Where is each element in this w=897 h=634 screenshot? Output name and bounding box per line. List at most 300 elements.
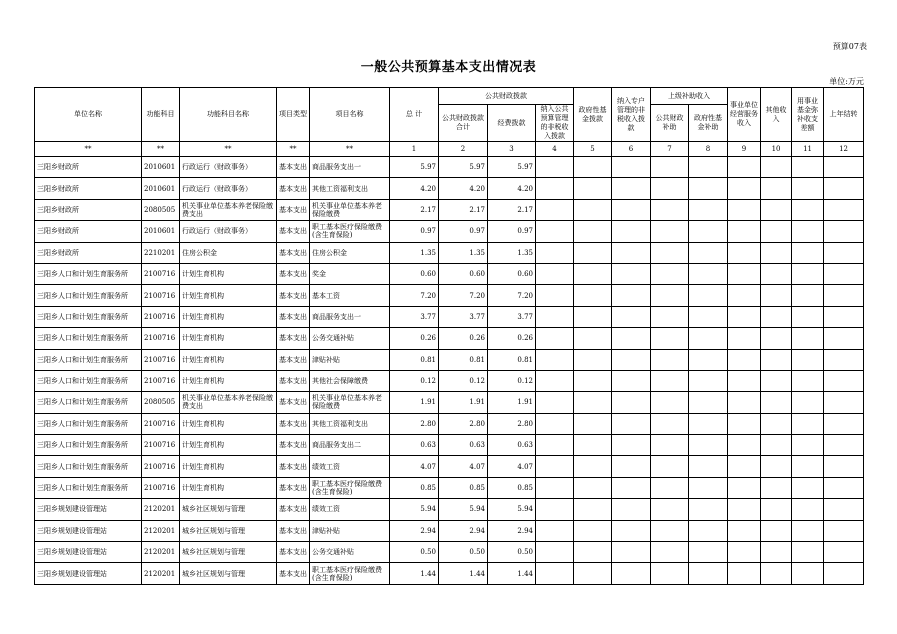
public-fiscal-subtotal-cell: 2.17 [439, 199, 488, 220]
func-name-cell: 城乡社区规划与管理 [180, 563, 277, 584]
empty-cell [536, 306, 574, 327]
empty-cell [651, 263, 689, 284]
unit-name-cell: 三阳乡财政所 [35, 178, 142, 199]
funding-cell: 0.60 [488, 263, 536, 284]
table-row [35, 263, 864, 284]
empty-cell [536, 413, 574, 434]
empty-cell [728, 199, 761, 220]
func-name-cell: 行政运行（财政事务） [180, 157, 277, 178]
col-special-account: 纳入专户管理的非税收入拨款 [612, 88, 651, 142]
empty-cell [761, 542, 792, 563]
table-row [35, 242, 864, 263]
column-index-cell: 7 [651, 142, 689, 157]
table-row [35, 435, 864, 456]
form-number: 预算07表 [832, 42, 867, 51]
empty-cell [536, 221, 574, 242]
unit-name-cell: 三阳乡人口和计划生育服务所 [35, 392, 142, 413]
column-index-cell: 3 [488, 142, 536, 157]
public-fiscal-subtotal-cell: 0.26 [439, 328, 488, 349]
func-code-cell: 2080505 [142, 392, 180, 413]
public-fiscal-subtotal-cell: 2.80 [439, 413, 488, 434]
empty-cell [728, 328, 761, 349]
funding-cell: 7.20 [488, 285, 536, 306]
func-code-cell: 2010601 [142, 178, 180, 199]
empty-cell [651, 563, 689, 584]
empty-cell [689, 520, 728, 541]
empty-cell [761, 499, 792, 520]
empty-cell [792, 242, 824, 263]
empty-cell [574, 413, 612, 434]
unit-name-cell: 三阳乡规划建设管理站 [35, 499, 142, 520]
empty-cell [761, 477, 792, 498]
empty-cell [612, 263, 651, 284]
func-code-cell: 2120201 [142, 542, 180, 563]
item-type-cell: 基本支出 [277, 178, 310, 199]
unit-name-cell: 三阳乡财政所 [35, 157, 142, 178]
func-name-cell: 城乡社区规划与管理 [180, 542, 277, 563]
empty-cell [536, 370, 574, 391]
empty-cell [574, 328, 612, 349]
empty-cell [728, 563, 761, 584]
empty-cell [536, 328, 574, 349]
empty-cell [612, 242, 651, 263]
column-index-cell: 12 [824, 142, 864, 157]
empty-cell [761, 328, 792, 349]
empty-cell [761, 349, 792, 370]
empty-cell [574, 285, 612, 306]
empty-cell [612, 392, 651, 413]
public-fiscal-subtotal-cell: 0.63 [439, 435, 488, 456]
column-index-cell: 6 [612, 142, 651, 157]
unit-name-cell: 三阳乡人口和计划生育服务所 [35, 435, 142, 456]
item-type-cell: 基本支出 [277, 542, 310, 563]
column-index-cell: 10 [761, 142, 792, 157]
empty-cell [824, 157, 864, 178]
empty-cell [728, 221, 761, 242]
table-row [35, 349, 864, 370]
unit-name-cell: 三阳乡规划建设管理站 [35, 520, 142, 541]
public-fiscal-subtotal-cell: 5.97 [439, 157, 488, 178]
empty-cell [824, 306, 864, 327]
func-code-cell: 2010601 [142, 221, 180, 242]
column-index-cell: ** [142, 142, 180, 157]
empty-cell [689, 178, 728, 199]
empty-cell [689, 306, 728, 327]
empty-cell [761, 199, 792, 220]
item-type-cell: 基本支出 [277, 563, 310, 584]
empty-cell [689, 221, 728, 242]
func-code-cell: 2080505 [142, 199, 180, 220]
empty-cell [689, 242, 728, 263]
empty-cell [728, 392, 761, 413]
empty-cell [824, 456, 864, 477]
empty-cell [651, 456, 689, 477]
total-cell: 2.94 [390, 520, 439, 541]
total-cell: 2.80 [390, 413, 439, 434]
empty-cell [689, 157, 728, 178]
funding-cell: 0.12 [488, 370, 536, 391]
empty-cell [536, 199, 574, 220]
public-fiscal-subtotal-cell: 4.20 [439, 178, 488, 199]
unit-name-cell: 三阳乡人口和计划生育服务所 [35, 477, 142, 498]
empty-cell [536, 435, 574, 456]
public-fiscal-subtotal-cell: 1.44 [439, 563, 488, 584]
empty-cell [761, 392, 792, 413]
empty-cell [728, 477, 761, 498]
empty-cell [536, 178, 574, 199]
empty-cell [728, 499, 761, 520]
column-index-cell: 9 [728, 142, 761, 157]
empty-cell [728, 349, 761, 370]
empty-cell [824, 392, 864, 413]
empty-cell [689, 499, 728, 520]
item-type-cell: 基本支出 [277, 221, 310, 242]
empty-cell [761, 285, 792, 306]
col-gov-fund: 政府性基金拨款 [574, 88, 612, 142]
col-func-name: 功能科目名称 [180, 88, 277, 142]
empty-cell [689, 477, 728, 498]
funding-cell: 1.35 [488, 242, 536, 263]
empty-cell [574, 499, 612, 520]
item-name-cell: 商品服务支出一 [310, 306, 390, 327]
empty-cell [728, 263, 761, 284]
item-type-cell: 基本支出 [277, 456, 310, 477]
empty-cell [536, 157, 574, 178]
empty-cell [792, 456, 824, 477]
empty-cell [728, 285, 761, 306]
empty-cell [689, 285, 728, 306]
funding-cell: 1.44 [488, 563, 536, 584]
empty-cell [574, 242, 612, 263]
unit-name-cell: 三阳乡人口和计划生育服务所 [35, 349, 142, 370]
empty-cell [792, 542, 824, 563]
empty-cell [536, 392, 574, 413]
item-name-cell: 住房公积金 [310, 242, 390, 263]
item-name-cell: 公务交通补贴 [310, 328, 390, 349]
public-fiscal-subtotal-cell: 0.97 [439, 221, 488, 242]
total-cell: 4.20 [390, 178, 439, 199]
empty-cell [792, 328, 824, 349]
item-type-cell: 基本支出 [277, 520, 310, 541]
col-funding: 经费拨款 [488, 105, 536, 142]
column-index-cell: 8 [689, 142, 728, 157]
item-name-cell: 津贴补贴 [310, 349, 390, 370]
col-business-income: 事业单位经营服务收入 [728, 88, 761, 142]
item-name-cell: 机关事业单位基本养老保险缴费 [310, 199, 390, 220]
item-name-cell: 其他社会保障缴费 [310, 370, 390, 391]
func-name-cell: 住房公积金 [180, 242, 277, 263]
empty-cell [574, 157, 612, 178]
col-public-fiscal: 公共财政拨款 [439, 88, 574, 105]
empty-cell [651, 499, 689, 520]
empty-cell [536, 542, 574, 563]
total-cell: 0.60 [390, 263, 439, 284]
col-fund-deficit: 用事业基金弥补收支差额 [792, 88, 824, 142]
funding-cell: 0.97 [488, 221, 536, 242]
item-type-cell: 基本支出 [277, 435, 310, 456]
empty-cell [728, 242, 761, 263]
table-row [35, 285, 864, 306]
empty-cell [536, 349, 574, 370]
item-name-cell: 奖金 [310, 263, 390, 284]
empty-cell [689, 328, 728, 349]
total-cell: 5.97 [390, 157, 439, 178]
empty-cell [761, 221, 792, 242]
unit-name-cell: 三阳乡人口和计划生育服务所 [35, 263, 142, 284]
empty-cell [651, 435, 689, 456]
empty-cell [651, 349, 689, 370]
funding-cell: 4.20 [488, 178, 536, 199]
empty-cell [612, 563, 651, 584]
empty-cell [792, 285, 824, 306]
func-code-cell: 2100716 [142, 477, 180, 498]
empty-cell [536, 285, 574, 306]
table-row [35, 328, 864, 349]
empty-cell [792, 349, 824, 370]
col-upper-gov-fund: 政府性基金补助 [689, 105, 728, 142]
total-cell: 5.94 [390, 499, 439, 520]
item-name-cell: 职工基本医疗保险缴费(含生育保险) [310, 563, 390, 584]
item-name-cell: 其他工资福利支出 [310, 413, 390, 434]
func-code-cell: 2010601 [142, 157, 180, 178]
item-name-cell: 其他工资福利支出 [310, 178, 390, 199]
funding-cell: 3.77 [488, 306, 536, 327]
item-type-cell: 基本支出 [277, 349, 310, 370]
table-row [35, 499, 864, 520]
empty-cell [728, 435, 761, 456]
empty-cell [689, 542, 728, 563]
empty-cell [824, 370, 864, 391]
col-last-year: 上年结转 [824, 88, 864, 142]
empty-cell [761, 370, 792, 391]
total-cell: 0.63 [390, 435, 439, 456]
func-name-cell: 计划生育机构 [180, 456, 277, 477]
empty-cell [651, 306, 689, 327]
empty-cell [612, 199, 651, 220]
func-code-cell: 2120201 [142, 563, 180, 584]
table-row [35, 221, 864, 242]
func-name-cell: 机关事业单位基本养老保险缴费支出 [180, 392, 277, 413]
func-name-cell: 计划生育机构 [180, 349, 277, 370]
empty-cell [792, 392, 824, 413]
func-code-cell: 2100716 [142, 370, 180, 391]
empty-cell [792, 413, 824, 434]
item-name-cell: 绩效工资 [310, 456, 390, 477]
empty-cell [651, 157, 689, 178]
funding-cell: 2.94 [488, 520, 536, 541]
item-name-cell: 职工基本医疗保险缴费(含生育保险) [310, 477, 390, 498]
public-fiscal-subtotal-cell: 0.81 [439, 349, 488, 370]
total-cell: 0.97 [390, 221, 439, 242]
total-cell: 1.91 [390, 392, 439, 413]
total-cell: 1.35 [390, 242, 439, 263]
empty-cell [689, 435, 728, 456]
empty-cell [689, 456, 728, 477]
table-row [35, 542, 864, 563]
table-row [35, 413, 864, 434]
empty-cell [536, 477, 574, 498]
col-item-name: 项目名称 [310, 88, 390, 142]
empty-cell [728, 306, 761, 327]
table-row [35, 370, 864, 391]
empty-cell [574, 349, 612, 370]
col-unit-name: 单位名称 [35, 88, 142, 142]
col-special-budget: 纳入公共预算管理的非税收入拨款 [536, 105, 574, 142]
empty-cell [761, 178, 792, 199]
table-row [35, 392, 864, 413]
empty-cell [612, 413, 651, 434]
func-name-cell: 城乡社区规划与管理 [180, 499, 277, 520]
empty-cell [612, 477, 651, 498]
empty-cell [536, 520, 574, 541]
empty-cell [824, 221, 864, 242]
unit-name-cell: 三阳乡人口和计划生育服务所 [35, 456, 142, 477]
funding-cell: 0.26 [488, 328, 536, 349]
item-type-cell: 基本支出 [277, 157, 310, 178]
item-type-cell: 基本支出 [277, 242, 310, 263]
empty-cell [612, 499, 651, 520]
empty-cell [792, 435, 824, 456]
empty-cell [761, 435, 792, 456]
public-fiscal-subtotal-cell: 4.07 [439, 456, 488, 477]
column-index-cell: 4 [536, 142, 574, 157]
funding-cell: 2.17 [488, 199, 536, 220]
func-code-cell: 2120201 [142, 499, 180, 520]
empty-cell [792, 306, 824, 327]
item-type-cell: 基本支出 [277, 328, 310, 349]
column-index-row [35, 142, 864, 157]
empty-cell [792, 563, 824, 584]
total-cell: 3.77 [390, 306, 439, 327]
item-name-cell: 绩效工资 [310, 499, 390, 520]
empty-cell [574, 456, 612, 477]
empty-cell [612, 306, 651, 327]
unit-name-cell: 三阳乡人口和计划生育服务所 [35, 306, 142, 327]
func-name-cell: 行政运行（财政事务） [180, 178, 277, 199]
func-name-cell: 计划生育机构 [180, 370, 277, 391]
funding-cell: 5.94 [488, 499, 536, 520]
unit-name-cell: 三阳乡财政所 [35, 199, 142, 220]
item-type-cell: 基本支出 [277, 477, 310, 498]
unit-name-cell: 三阳乡财政所 [35, 242, 142, 263]
empty-cell [651, 178, 689, 199]
unit-name-cell: 三阳乡人口和计划生育服务所 [35, 413, 142, 434]
empty-cell [574, 477, 612, 498]
empty-cell [824, 349, 864, 370]
empty-cell [612, 178, 651, 199]
empty-cell [792, 520, 824, 541]
col-total: 总 计 [390, 88, 439, 142]
total-cell: 0.81 [390, 349, 439, 370]
func-code-cell: 2100716 [142, 349, 180, 370]
empty-cell [792, 370, 824, 391]
func-code-cell: 2120201 [142, 520, 180, 541]
empty-cell [689, 413, 728, 434]
public-fiscal-subtotal-cell: 5.94 [439, 499, 488, 520]
unit-name-cell: 三阳乡人口和计划生育服务所 [35, 328, 142, 349]
empty-cell [824, 199, 864, 220]
empty-cell [536, 499, 574, 520]
empty-cell [689, 370, 728, 391]
empty-cell [612, 157, 651, 178]
empty-cell [536, 456, 574, 477]
item-type-cell: 基本支出 [277, 263, 310, 284]
total-cell: 4.07 [390, 456, 439, 477]
empty-cell [651, 199, 689, 220]
empty-cell [824, 499, 864, 520]
func-name-cell: 城乡社区规划与管理 [180, 520, 277, 541]
funding-cell: 0.63 [488, 435, 536, 456]
func-code-cell: 2100716 [142, 263, 180, 284]
item-type-cell: 基本支出 [277, 199, 310, 220]
empty-cell [728, 520, 761, 541]
total-cell: 7.20 [390, 285, 439, 306]
empty-cell [574, 199, 612, 220]
empty-cell [574, 563, 612, 584]
empty-cell [824, 328, 864, 349]
func-name-cell: 计划生育机构 [180, 477, 277, 498]
empty-cell [651, 542, 689, 563]
column-index-cell: 1 [390, 142, 439, 157]
func-name-cell: 计划生育机构 [180, 435, 277, 456]
col-public-fiscal-subtotal: 公共财政拨款合计 [439, 105, 488, 142]
empty-cell [536, 563, 574, 584]
empty-cell [792, 477, 824, 498]
item-type-cell: 基本支出 [277, 285, 310, 306]
col-other-income: 其他收入 [761, 88, 792, 142]
empty-cell [574, 178, 612, 199]
empty-cell [761, 520, 792, 541]
unit-name-cell: 三阳乡财政所 [35, 221, 142, 242]
table-row [35, 477, 864, 498]
public-fiscal-subtotal-cell: 2.94 [439, 520, 488, 541]
empty-cell [574, 435, 612, 456]
item-name-cell: 机关事业单位基本养老保险缴费 [310, 392, 390, 413]
funding-cell: 0.50 [488, 542, 536, 563]
empty-cell [728, 178, 761, 199]
func-name-cell: 行政运行（财政事务） [180, 221, 277, 242]
empty-cell [689, 349, 728, 370]
total-cell: 1.44 [390, 563, 439, 584]
table-row [35, 520, 864, 541]
empty-cell [824, 563, 864, 584]
public-fiscal-subtotal-cell: 1.35 [439, 242, 488, 263]
empty-cell [651, 392, 689, 413]
empty-cell [761, 242, 792, 263]
empty-cell [612, 221, 651, 242]
func-name-cell: 计划生育机构 [180, 306, 277, 327]
unit-name-cell: 三阳乡规划建设管理站 [35, 563, 142, 584]
func-name-cell: 机关事业单位基本养老保险缴费支出 [180, 199, 277, 220]
func-name-cell: 计划生育机构 [180, 263, 277, 284]
col-upper-subsidy: 上级补助收入 [651, 88, 728, 105]
unit-name-cell: 三阳乡规划建设管理站 [35, 542, 142, 563]
empty-cell [728, 456, 761, 477]
item-name-cell: 津贴补贴 [310, 520, 390, 541]
empty-cell [761, 456, 792, 477]
func-code-cell: 2100716 [142, 285, 180, 306]
funding-cell: 0.85 [488, 477, 536, 498]
empty-cell [792, 178, 824, 199]
empty-cell [761, 157, 792, 178]
empty-cell [761, 306, 792, 327]
empty-cell [689, 263, 728, 284]
empty-cell [612, 542, 651, 563]
empty-cell [574, 520, 612, 541]
func-name-cell: 计划生育机构 [180, 285, 277, 306]
total-cell: 2.17 [390, 199, 439, 220]
item-name-cell: 商品服务支出一 [310, 157, 390, 178]
